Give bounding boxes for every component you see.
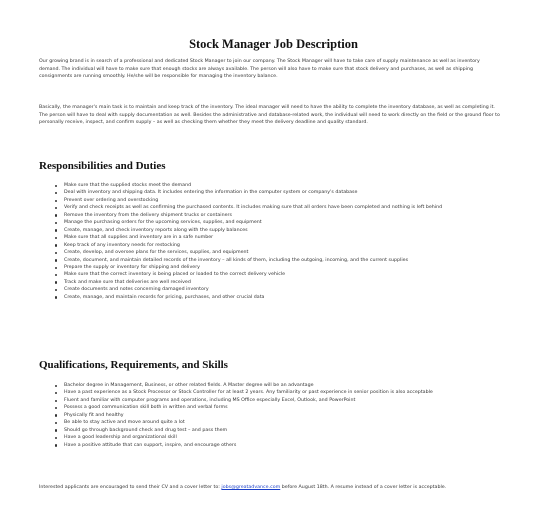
document-title: Stock Manager Job Description (189, 37, 358, 51)
closing-text-after: before August 18th. A resume instead of a cover letter is acceptable. (280, 485, 447, 490)
list-item: Physically fit and healthy (55, 412, 501, 419)
list-item: Have a positive attitude that can support, inspire, and encourage others (55, 442, 501, 449)
responsibilities-heading: Responsibilities and Duties (39, 160, 166, 172)
list-item: Create, manage, and check inventory reports along with the supply balances (55, 227, 501, 234)
list-item: Make sure that all supplies and inventory are in a safe number (55, 234, 501, 241)
list-item: Verify and check receipts as well as confirming the purchased contents. It includes making sure that all orders have been completed and nothing is left behind (55, 204, 501, 211)
bullet-icon (55, 222, 57, 224)
email-link[interactable]: jobs@greatadvance.com (221, 485, 281, 490)
list-item: Create documents and notes concerning damaged inventory (55, 286, 501, 293)
qualifications-list (55, 382, 501, 449)
list-item: Track and make sure that deliveries are well received (55, 279, 501, 286)
bullet-icon (55, 192, 57, 194)
bullet-icon (55, 385, 57, 387)
bullet-icon (55, 244, 57, 246)
bullet-icon (55, 214, 57, 216)
list-item: Create, manage, and maintain records for pricing, purchases, and other crucial data (55, 294, 501, 301)
bullet-icon (55, 414, 57, 416)
bullet-icon (55, 289, 57, 291)
bullet-icon (55, 237, 57, 239)
bullet-icon (55, 259, 57, 261)
bullet-icon (55, 185, 57, 187)
bullet-icon (55, 229, 57, 231)
list-item: Should go through background check and drug test – and pass them (55, 427, 501, 434)
bullet-icon (55, 422, 57, 424)
list-item: Have a past experience as a Stock Processor or Stock Controller for at least 2 years. Any familiarity or past experience in senior position is also acceptable (55, 389, 501, 396)
bullet-icon (55, 274, 57, 276)
bullet-icon (55, 444, 57, 446)
list-item: Keep track of any inventory needs for restocking (55, 242, 501, 249)
bullet-icon (55, 252, 57, 254)
bullet-icon (55, 437, 57, 439)
list-item: Bachelor degree in Management, Business, or other related fields. A Master degree will be an advantage (55, 382, 501, 389)
list-item: Prevent over ordering and overstocking (55, 197, 501, 204)
intro-paragraph-1: Our growing brand is in search of a professional and dedicated Stock Manager to join our company. The Stock Manager will have to take care of supply maintenance as well as inventory demand. The individual will have to make sure that enough stocks are always available. The person will also have to make sure that stock delivery and purchases, as well as shipping consignments are running smoothly. He/she will be responsible for managing the inventory balance. (39, 59, 480, 80)
qualifications-heading: Qualifications, Requirements, and Skills (39, 359, 228, 371)
bullet-icon (55, 267, 57, 269)
bullet-icon (55, 281, 57, 283)
closing-paragraph (39, 484, 501, 492)
list-item: Create, document, and maintain detailed records of the inventory – all kinds of them, including the outgoing, incoming, and the current supplies (55, 257, 501, 264)
list-item: Be able to stay active and move around quite a lot (55, 419, 501, 426)
list-item: Make sure that the correct inventory is being placed or loaded to the correct delivery vehicle (55, 271, 501, 278)
bullet-icon (55, 392, 57, 394)
intro-paragraph-2: Basically, the manager's main task is to maintain and keep track of the inventory. The ideal manager will need to have the ability to complete the inventory database, as well as completing it. The person will have to deal with supply documentation as well. Besides the administrative and database-related work, the individual will need to work directly on the field or the ground floor to personally receive, inspect, and confirm supply – as well as checking them whether they meet the delivery deadline and quality standard. (39, 105, 500, 126)
bullet-icon (55, 296, 57, 298)
bullet-icon (55, 207, 57, 209)
bullet-icon (55, 429, 57, 431)
list-item: Prepare the supply or inventory for shipping and delivery (55, 264, 501, 271)
bullet-icon (55, 400, 57, 402)
list-item: Possess a good communication skill both in written and verbal forms (55, 404, 501, 411)
list-item: Remove the inventory from the delivery shipment trucks or containers (55, 212, 501, 219)
list-item: Create, develop, and oversee plans for the services, supplies, and equipment (55, 249, 501, 256)
list-item: Make sure that the supplied stocks meet the demand (55, 182, 501, 189)
closing-text-before: Interested applicants are encouraged to send their CV and a cover letter to: (39, 485, 222, 490)
bullet-icon (55, 200, 57, 202)
bullet-icon (55, 407, 57, 409)
list-item: Have a good leadership and organizational skill (55, 434, 501, 441)
responsibilities-list (55, 182, 501, 301)
list-item: Fluent and familiar with computer programs and operations, including MS Office especially Excel, Outlook, and PowerPoint (55, 397, 501, 404)
list-item: Manage the purchasing orders for the upcoming services, supplies, and equipment (55, 219, 501, 226)
list-item: Deal with inventory and shipping data. It includes entering the information in the computer system or company's database (55, 189, 501, 196)
